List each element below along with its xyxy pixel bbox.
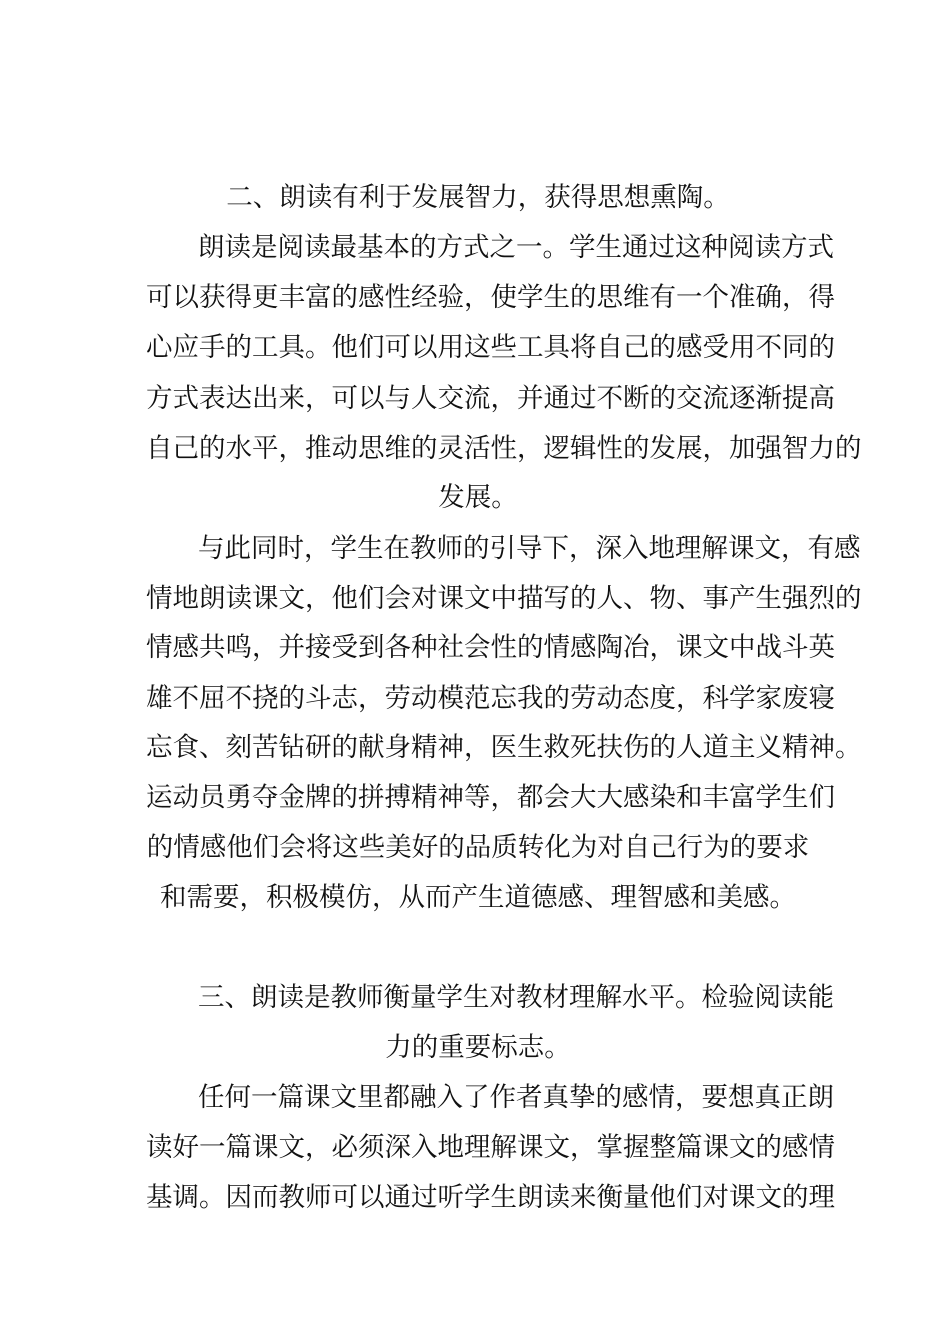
section-2-heading: 二、朗读有利于发展智力，获得思想熏陶。 [226,182,730,213]
text-line: 心应手的工具。他们可以用这些工具将自己的感受用不同的 [146,332,835,363]
text-line: 与此同时，学生在教师的引导下，深入地理解课文，有感 [198,533,861,564]
text-line: 和需要，积极模仿，从而产生道德感、理智感和美感。 [160,882,796,913]
text-line: 朗读是阅读最基本的方式之一。学生通过这种阅读方式 [198,232,834,263]
text-line: 发展。 [438,482,518,513]
text-line: 情地朗读课文，他们会对课文中描写的人、物、事产生强烈的 [146,583,862,614]
text-line: 任何一篇课文里都融入了作者真挚的感情，要想真正朗 [198,1082,834,1113]
text-line: 可以获得更丰富的感性经验，使学生的思维有一个准确，得 [146,282,835,313]
text-line: 忘食、刻苦钻研的献身精神，医生救死扶伤的人道主义精神。 [146,732,862,763]
text-line: 力的重要标志。 [385,1032,571,1063]
text-line: 情感共鸣，并接受到各种社会性的情感陶冶，课文中战斗英 [146,632,835,663]
text-line: 的情感他们会将这些美好的品质转化为对自己行为的要求 [146,832,810,863]
text-line: 基调。因而教师可以通过听学生朗读来衡量他们对课文的理 [146,1182,835,1213]
text-line: 方式表达出来，可以与人交流，并通过不断的交流逐渐提高 [146,383,835,414]
text-line: 读好一篇课文，必须深入地理解课文，掌握整篇课文的感情 [146,1132,835,1163]
text-line: 自己的水平，推动思维的灵活性，逻辑性的发展，加强智力的 [146,433,862,464]
text-line: 雄不屈不挠的斗志，劳动模范忘我的劳动态度，科学家废寝 [146,683,835,714]
text-line: 三、朗读是教师衡量学生对教材理解水平。检验阅读能 [198,982,834,1013]
text-line: 运动员勇夺金牌的拼搏精神等，都会大大感染和丰富学生们 [146,782,835,813]
